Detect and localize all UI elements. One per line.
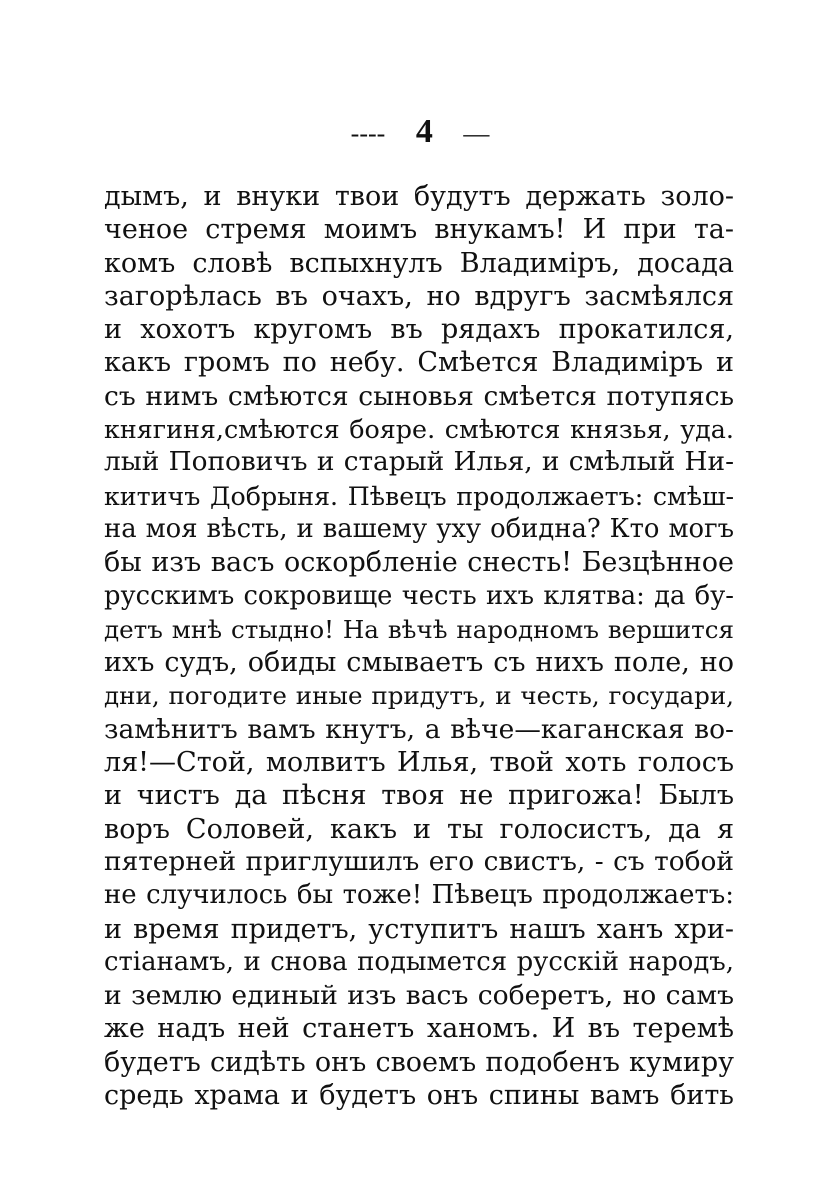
- text-line: дни, погодите иные придутъ, и честь, государи,: [104, 681, 734, 711]
- text-line: и хохотъ кругомъ въ рядахъ прокатился,: [104, 314, 734, 346]
- text-line: и время придетъ, уступитъ нашъ ханъ хри-: [104, 913, 734, 945]
- text-line: китичъ Добрыня. Пѣвецъ продолжаетъ: смѣш-: [104, 481, 734, 511]
- text-line: комъ словѣ вспыхнулъ Владиміръ, досада: [104, 247, 734, 279]
- body-text: [104, 180, 734, 1112]
- text-line: на моя вѣсть, и вашему уху обидна? Кто могъ: [104, 513, 734, 544]
- text-line: съ нимъ смѣются сыновья смѣется потупясь: [104, 380, 734, 412]
- page-header: [0, 112, 840, 154]
- text-line: замѣнитъ вамъ кнутъ, а вѣче—каганская во-: [104, 713, 734, 745]
- text-line: какъ громъ по небу. Смѣется Владиміръ и: [104, 347, 734, 379]
- text-line: русскимъ сокровище честь ихъ клятва: да бу-: [104, 580, 734, 611]
- text-line: и чистъ да пѣсня твоя не пригожа! Былъ: [104, 780, 734, 812]
- text-line: бы изъ васъ оскорбленіе снесть! Безцѣнное: [104, 547, 734, 579]
- text-line: средь храма и будетъ онъ спины вамъ бить: [104, 1080, 734, 1112]
- text-line: не случилось бы тоже! Пѣвецъ продолжаетъ:: [104, 880, 734, 911]
- page-number: 4: [415, 113, 433, 150]
- text-line: и землю единый изъ васъ соберетъ, но самъ: [104, 980, 734, 1012]
- header-right-dash: —: [463, 119, 490, 149]
- text-line: же надъ ней станетъ ханомъ. И въ теремѣ: [104, 1013, 734, 1045]
- text-line: ля!—Стой, молвитъ Илья, твой хоть голосъ: [104, 747, 734, 779]
- text-line: стіанамъ, и снова подымется русскій народъ,: [104, 946, 734, 977]
- text-line: ченое стремя моимъ внукамъ! И при та-: [104, 214, 734, 246]
- text-line: воръ Соловей, какъ и ты голосистъ, да я: [104, 813, 734, 845]
- text-line: пятерней приглушилъ его свистъ, - съ тобой: [104, 846, 734, 877]
- text-line: княгиня,смѣются бояре. смѣются князья, уда.: [104, 414, 734, 445]
- text-line: ихъ судъ, обиды смываетъ съ нихъ поле, но: [104, 647, 734, 679]
- text-line: лый Поповичъ и старый Илья, и смѣлый Ни-: [104, 447, 734, 478]
- header-left-dash: ----: [350, 119, 386, 149]
- text-line: будетъ сидѣть онъ своемъ подобенъ кумиру: [104, 1046, 734, 1078]
- text-line: загорѣлась въ очахъ, но вдругъ засмѣялся: [104, 280, 734, 312]
- text-line: дымъ, и внуки твои будутъ держать золо-: [104, 181, 734, 212]
- text-line: детъ мнѣ стыдно! На вѣчѣ народномъ вершится: [104, 614, 734, 644]
